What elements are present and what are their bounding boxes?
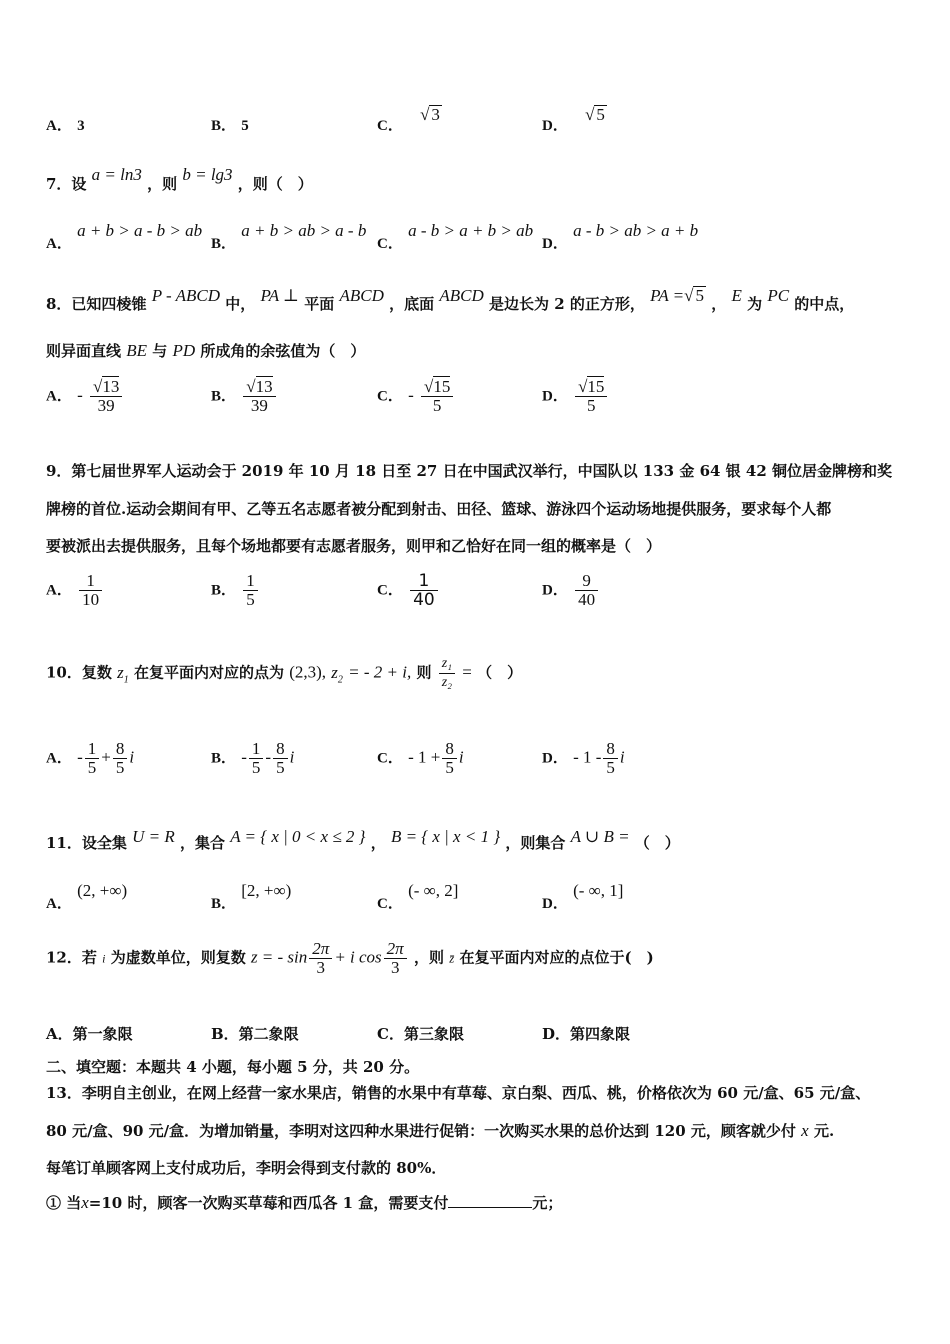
q10-option-c[interactable] — [377, 740, 464, 777]
q8-option-b[interactable] — [211, 378, 278, 415]
numerator: 8 — [276, 739, 285, 758]
q8-stem-line2 — [46, 340, 365, 361]
denominator: 5 — [273, 758, 288, 777]
option-expression: (- ∞, 1] — [573, 881, 624, 900]
math-expression: A = { x | 0 < x ≤ 2 } — [230, 827, 366, 846]
stem-text: ① 当 — [46, 1194, 82, 1212]
denominator: 40 — [410, 590, 438, 609]
q7-option-b[interactable] — [211, 220, 367, 252]
fraction — [421, 378, 453, 415]
stem-text: ， — [711, 295, 727, 313]
option-label: A． — [46, 896, 72, 912]
option-expression: (- ∞, 2] — [408, 881, 459, 900]
option-label: C． — [377, 388, 403, 405]
sqrt-expression: √ 5 — [585, 105, 605, 124]
math-expression: B = { x | x < 1 } — [390, 827, 501, 846]
stem-text: 8．已知四棱锥 — [46, 295, 147, 313]
q13-stem-line2 — [46, 1120, 834, 1141]
option-label: B． — [211, 118, 237, 134]
math-expression: = - 2 + i, — [348, 662, 412, 682]
numerator: 9 — [582, 571, 591, 590]
q12-option-b[interactable]: B．第二象限 — [211, 1025, 299, 1043]
option-label: C． — [377, 896, 403, 912]
q8-option-d[interactable] — [542, 378, 609, 415]
option-label: C． — [377, 118, 403, 134]
q11-option-b[interactable] — [211, 880, 292, 912]
numerator: 8 — [445, 739, 454, 758]
fraction — [273, 740, 288, 777]
minus-sign: - — [408, 385, 414, 405]
option-expression: a - b > a + b > ab — [408, 221, 534, 240]
denominator: 3 — [384, 958, 407, 977]
math-expression: - 1 - — [573, 747, 602, 767]
numerator: 1 — [87, 739, 97, 758]
stem-text: 11．设全集 — [46, 834, 127, 852]
imaginary-unit: i — [289, 747, 295, 767]
option-label: C． — [377, 236, 403, 252]
q11-option-d[interactable] — [542, 880, 624, 912]
option-label: A． — [46, 236, 72, 252]
option-value: 5 — [241, 118, 249, 134]
q10-option-d[interactable] — [542, 740, 625, 777]
stem-text: 80 元/盒、90 元/盒．为增加销量，李明对这四种水果进行促销：一次购买水果的总价达到 120 元，顾客就少付 — [46, 1122, 796, 1140]
fraction — [90, 378, 122, 415]
denominator: 5 — [113, 758, 128, 777]
q11-stem — [46, 826, 680, 852]
stem-text: 与 — [152, 342, 168, 360]
math-expression: E — [731, 286, 742, 305]
option-label: B． — [211, 236, 237, 252]
option-label: A． — [46, 582, 72, 599]
math-expression: z̄ — [449, 950, 455, 966]
math-expression: (2,3), — [289, 662, 327, 682]
option-value: 3 — [77, 118, 85, 134]
q9-option-a[interactable] — [46, 572, 104, 609]
numerator: √13 — [92, 377, 120, 396]
fraction — [575, 572, 598, 609]
math-expression: PA = — [650, 286, 685, 305]
fraction — [113, 740, 128, 777]
imaginary-unit: i — [458, 747, 464, 767]
q12-option-a[interactable]: A．第一象限 — [46, 1025, 133, 1043]
numerator: √15 — [578, 377, 605, 396]
fraction — [410, 572, 438, 609]
stem-text: ，则 — [413, 948, 444, 967]
option-label: D． — [542, 236, 568, 252]
option-label: B． — [211, 388, 237, 405]
option-label: D． — [542, 388, 568, 405]
q7-option-c[interactable] — [377, 220, 534, 252]
operator: + — [101, 747, 111, 767]
stem-text: 的中点， — [794, 295, 855, 313]
numerator: z₁ — [441, 656, 453, 671]
numerator: 8 — [606, 739, 615, 758]
denominator: 5 — [243, 590, 258, 609]
numerator: 8 — [115, 739, 125, 758]
stem-text: ，集合 — [179, 834, 225, 852]
q13-subquestion-1 — [46, 1192, 562, 1213]
math-expression: a = ln3 — [91, 165, 142, 184]
q10-option-a[interactable] — [46, 740, 134, 777]
option-expression: a + b > ab > a - b — [241, 221, 367, 240]
math-expression: PC — [767, 286, 790, 305]
stem-text: 12．若 — [46, 948, 97, 967]
option-label: D． — [542, 582, 568, 599]
q9-option-c[interactable] — [377, 572, 440, 609]
option-expression: a + b > a - b > ab — [77, 221, 203, 240]
numerator: 1 — [251, 739, 261, 758]
stem-text: =10 时，顾客一次购买草莓和西瓜各 1 盒，需要支付 — [88, 1194, 449, 1212]
math-expression: U = R — [132, 827, 175, 846]
stem-text: （ ） — [634, 834, 680, 852]
stem-text: 为虚数单位，则复数 — [110, 948, 246, 967]
denominator: 5 — [421, 396, 453, 415]
numerator: 2π — [386, 939, 404, 958]
denominator: 3 — [309, 958, 332, 977]
math-expression: $z_2$ — [331, 662, 343, 685]
denominator: 5 — [575, 396, 607, 415]
q6-option-d[interactable] — [542, 104, 607, 134]
stem-text: ，则集合 — [505, 834, 566, 852]
minus-sign: - — [77, 747, 83, 767]
fraction — [575, 378, 607, 415]
stem-text: 平面 — [304, 295, 335, 313]
option-label: C． — [377, 582, 403, 599]
math-expression: z = - sin — [250, 947, 308, 967]
option-label: D． — [542, 750, 568, 767]
q12-option-d[interactable]: D．第四象限 — [542, 1025, 631, 1043]
fraction — [79, 572, 102, 609]
stem-text: 则 — [416, 663, 432, 682]
stem-text: （ ） — [477, 663, 523, 682]
stem-text: 在复平面内对应的点为 — [133, 663, 284, 682]
stem-text: 中， — [225, 295, 256, 313]
denominator: z₂ — [439, 673, 455, 692]
fraction — [439, 655, 455, 692]
math-expression: P - ABCD — [151, 286, 221, 305]
denominator: 5 — [603, 758, 618, 777]
option-expression: [2, +∞) — [241, 881, 292, 900]
q7-option-a[interactable] — [46, 220, 203, 252]
stem-text: 是边长为 2 的正方形， — [489, 295, 645, 313]
minus-sign: - — [241, 747, 247, 767]
q10-option-b[interactable] — [211, 740, 294, 777]
denominator: 5 — [442, 758, 457, 777]
denominator: 5 — [85, 758, 100, 777]
fraction — [249, 740, 264, 777]
answer-blank[interactable] — [448, 1193, 532, 1208]
option-label: A． — [46, 388, 72, 405]
numerator: 1 — [86, 571, 95, 590]
q8-option-a[interactable] — [46, 378, 124, 415]
q7-stem — [46, 164, 313, 193]
fraction — [243, 378, 275, 415]
q11-option-c[interactable] — [377, 880, 459, 912]
math-variable: x — [801, 1121, 809, 1140]
math-expression: = — [462, 662, 472, 682]
stem-text: 则异面直线 — [46, 342, 122, 360]
stem-text: 元； — [532, 1194, 563, 1212]
denominator: 39 — [90, 396, 122, 415]
fraction — [442, 740, 457, 777]
option-expression: (2, +∞) — [77, 881, 128, 900]
q9-stem-line1: 9．第七届世界军人运动会于 2019 年 10 月 18 日至 27 日在中国武汉举行，中国队以 133 金 64 银 42 铜位居金牌榜和奖 — [46, 462, 892, 480]
option-expression: a - b > ab > a + b — [573, 221, 699, 240]
stem-text: 为 — [747, 295, 763, 313]
numerator: 1 — [418, 571, 430, 591]
fraction — [384, 940, 407, 977]
stem-text: ， — [370, 834, 386, 852]
operator: - — [265, 747, 272, 767]
fraction — [85, 740, 100, 777]
sqrt-expression: √ 5 — [684, 286, 704, 305]
option-label: C． — [377, 750, 403, 767]
numerator: 1 — [246, 571, 255, 590]
option-label: B． — [211, 750, 237, 767]
q6-option-c[interactable] — [377, 104, 442, 134]
option-label: B． — [211, 896, 237, 912]
stem-text: ，则 — [147, 175, 178, 193]
q8-stem-line1 — [46, 285, 855, 313]
option-label: A． — [46, 750, 72, 767]
minus-sign: - — [77, 385, 83, 405]
q11-option-a[interactable] — [46, 880, 128, 912]
option-label: D． — [542, 118, 568, 134]
q10-stem — [46, 655, 522, 692]
math-expression: + i cos — [334, 947, 382, 967]
fraction — [603, 740, 618, 777]
q13-stem-line1: 13．李明自主创业，在网上经营一家水果店，销售的水果中有草莓、京白梨、西瓜、桃，价格依次为 60 元/盒、65 元/盒、 — [46, 1084, 871, 1102]
q6-option-a[interactable] — [46, 114, 85, 135]
math-expression: ABCD — [339, 286, 384, 305]
numerator: 2π — [312, 939, 330, 958]
denominator: 40 — [575, 590, 598, 609]
stem-text: ，底面 — [389, 295, 435, 313]
imaginary-unit: i — [129, 747, 135, 767]
math-expression: - 1 + — [408, 747, 441, 767]
q7-option-d[interactable] — [542, 220, 699, 252]
denominator: 39 — [243, 396, 275, 415]
sqrt-expression: √ 3 — [420, 105, 440, 124]
math-expression: A ∪ B = — [570, 827, 630, 846]
numerator: √15 — [423, 377, 451, 396]
math-expression: b = lg3 — [182, 165, 233, 184]
imaginary-unit: i — [619, 747, 625, 767]
math-variable: x — [81, 1193, 89, 1212]
q9-stem-line3: 要被派出去提供服务，且每个场地都要有志愿者服务，则甲和乙恰好在同一组的概率是（ ） — [46, 537, 662, 555]
math-expression: PA ⊥ — [260, 286, 300, 305]
fraction — [243, 572, 258, 609]
stem-text: 7．设 — [46, 175, 87, 193]
q9-stem-line2: 牌榜的首位.运动会期间有甲、乙等五名志愿者被分配到射击、田径、篮球、游泳四个运动场地提供服务，要求每个人都 — [46, 500, 832, 518]
q8-option-c[interactable] — [377, 378, 455, 415]
fraction — [309, 940, 332, 977]
stem-text: 在复平面内对应的点位于( ) — [459, 948, 654, 967]
math-expression: BE — [126, 341, 148, 360]
q9-option-d[interactable] — [542, 572, 600, 609]
math-expression: $z_1$ — [117, 662, 129, 685]
section-heading: 二、填空题：本题共 4 小题，每小题 5 分，共 20 分。 — [46, 1058, 420, 1076]
numerator: √13 — [246, 377, 273, 396]
option-label: A． — [46, 118, 72, 134]
q6-option-b[interactable] — [211, 114, 249, 135]
stem-text: 元. — [813, 1122, 835, 1140]
stem-text: 10．复数 — [46, 663, 112, 682]
denominator: 5 — [249, 758, 264, 777]
option-label: B． — [211, 582, 237, 599]
q12-stem — [46, 940, 654, 977]
option-label: D． — [542, 896, 568, 912]
stem-text: 所成角的余弦值为（ ） — [200, 342, 366, 360]
q12-option-c[interactable]: C．第三象限 — [377, 1025, 464, 1043]
math-expression: i — [102, 951, 106, 966]
math-expression: ABCD — [439, 286, 484, 305]
math-expression: PD — [172, 341, 196, 360]
stem-text: ，则（ ） — [237, 175, 313, 193]
denominator: 10 — [79, 590, 102, 609]
q9-option-b[interactable] — [211, 572, 260, 609]
q13-stem-line3: 每笔订单顾客网上支付成功后，李明会得到支付款的 80%． — [46, 1159, 447, 1177]
